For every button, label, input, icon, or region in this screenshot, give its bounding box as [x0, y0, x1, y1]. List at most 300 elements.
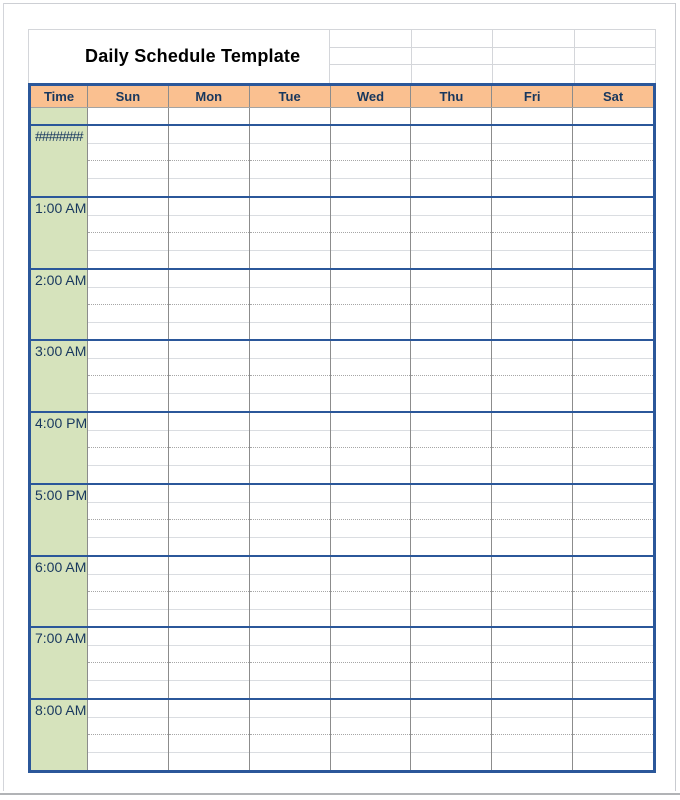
- day-cell: [330, 270, 411, 340]
- grid-line: [88, 465, 168, 466]
- mini-grid-cell: [412, 30, 494, 48]
- day-cell: [87, 341, 168, 411]
- spacer-day-cell: [572, 108, 653, 124]
- grid-line: [411, 322, 491, 323]
- grid-line: [331, 215, 411, 216]
- grid-line: [169, 322, 249, 323]
- header-cell-time: Time: [43, 89, 75, 104]
- grid-line: [573, 287, 653, 288]
- mini-grid-cell: [493, 65, 575, 83]
- grid-line: [411, 537, 491, 538]
- grid-line: [331, 752, 411, 753]
- grid-line: [169, 537, 249, 538]
- header-cell-fri: Fri: [491, 86, 572, 107]
- grid-line: [492, 375, 572, 376]
- day-cell: [410, 126, 491, 196]
- time-block: [31, 124, 653, 196]
- grid-line: [250, 430, 330, 431]
- grid-line: [88, 232, 168, 233]
- day-cell: [410, 341, 491, 411]
- grid-line: [573, 304, 653, 305]
- grid-line: [492, 143, 572, 144]
- grid-line: [250, 537, 330, 538]
- grid-line: [331, 662, 411, 663]
- grid-line: [492, 662, 572, 663]
- grid-line: [331, 502, 411, 503]
- time-cell: [31, 485, 87, 555]
- grid-line: [331, 232, 411, 233]
- day-cell: [572, 628, 653, 698]
- grid-line: [88, 160, 168, 161]
- grid-line: [250, 519, 330, 520]
- grid-line: [492, 680, 572, 681]
- spacer-day-cell: [491, 108, 572, 124]
- grid-line: [169, 752, 249, 753]
- day-cell: [87, 270, 168, 340]
- page-border-right: [675, 3, 676, 791]
- grid-line: [411, 178, 491, 179]
- time-block: [31, 339, 653, 411]
- day-cell: [572, 198, 653, 268]
- day-cell: [572, 485, 653, 555]
- grid-line: [573, 447, 653, 448]
- grid-line: [573, 519, 653, 520]
- day-cell: [168, 413, 249, 483]
- grid-line: [411, 287, 491, 288]
- time-cell: [31, 700, 87, 770]
- grid-line: [250, 502, 330, 503]
- day-cell: [572, 126, 653, 196]
- grid-line: [169, 717, 249, 718]
- grid-line: [411, 358, 491, 359]
- grid-line: [88, 393, 168, 394]
- grid-line: [411, 430, 491, 431]
- spacer-day-cell: [168, 108, 249, 124]
- grid-line: [250, 143, 330, 144]
- grid-line: [573, 465, 653, 466]
- grid-line: [331, 375, 411, 376]
- grid-line: [88, 574, 168, 575]
- time-label: #######: [35, 128, 83, 144]
- mini-grid-cell: [575, 48, 657, 66]
- grid-line: [411, 680, 491, 681]
- grid-line: [88, 430, 168, 431]
- grid-line: [169, 178, 249, 179]
- mini-grid-cell: [330, 30, 412, 48]
- day-cell: [249, 198, 330, 268]
- page-border-bottom: [0, 793, 680, 795]
- grid-line: [411, 609, 491, 610]
- grid-line: [88, 215, 168, 216]
- grid-line: [250, 447, 330, 448]
- grid-line: [492, 752, 572, 753]
- grid-line: [492, 519, 572, 520]
- grid-line: [411, 232, 491, 233]
- grid-line: [411, 143, 491, 144]
- grid-line: [331, 447, 411, 448]
- grid-line: [88, 447, 168, 448]
- day-cell: [572, 270, 653, 340]
- title-box: [28, 29, 330, 83]
- grid-line: [250, 645, 330, 646]
- time-block: [31, 411, 653, 483]
- day-cell: [330, 341, 411, 411]
- grid-line: [492, 322, 572, 323]
- day-cell: [491, 413, 572, 483]
- day-cell: [168, 198, 249, 268]
- spacer-day-cell: [410, 108, 491, 124]
- spacer-day-cell: [87, 108, 168, 124]
- grid-line: [573, 215, 653, 216]
- day-cell: [330, 700, 411, 770]
- grid-line: [331, 287, 411, 288]
- grid-line: [331, 322, 411, 323]
- time-block: [31, 196, 653, 268]
- grid-line: [492, 717, 572, 718]
- grid-line: [88, 358, 168, 359]
- grid-line: [331, 160, 411, 161]
- grid-line: [250, 717, 330, 718]
- grid-line: [250, 160, 330, 161]
- grid-line: [573, 250, 653, 251]
- grid-line: [331, 143, 411, 144]
- spacer-time-cell: [31, 108, 87, 124]
- grid-line: [492, 232, 572, 233]
- time-block: [31, 698, 653, 770]
- grid-line: [331, 304, 411, 305]
- grid-line: [331, 591, 411, 592]
- spacer-row: [31, 108, 653, 124]
- header-cell-sat: Sat: [572, 86, 653, 107]
- grid-line: [573, 662, 653, 663]
- grid-line: [250, 609, 330, 610]
- grid-line: [88, 734, 168, 735]
- grid-line: [250, 680, 330, 681]
- day-cell: [168, 485, 249, 555]
- grid-line: [169, 143, 249, 144]
- day-cell: [87, 700, 168, 770]
- grid-line: [331, 734, 411, 735]
- grid-line: [88, 537, 168, 538]
- day-cell: [330, 557, 411, 627]
- grid-line: [169, 645, 249, 646]
- grid-line: [250, 178, 330, 179]
- time-label: 2:00 AM: [35, 271, 87, 288]
- grid-line: [88, 609, 168, 610]
- grid-line: [88, 322, 168, 323]
- grid-line: [169, 609, 249, 610]
- grid-line: [331, 680, 411, 681]
- grid-line: [573, 375, 653, 376]
- grid-line: [169, 574, 249, 575]
- grid-line: [411, 447, 491, 448]
- day-cell: [491, 198, 572, 268]
- grid-line: [250, 591, 330, 592]
- grid-line: [169, 430, 249, 431]
- grid-line: [169, 232, 249, 233]
- grid-line: [169, 465, 249, 466]
- day-cell: [491, 557, 572, 627]
- day-cell: [410, 628, 491, 698]
- grid-line: [88, 591, 168, 592]
- grid-line: [573, 232, 653, 233]
- grid-line: [573, 645, 653, 646]
- grid-line: [573, 591, 653, 592]
- grid-line: [331, 358, 411, 359]
- day-cell: [87, 485, 168, 555]
- grid-line: [169, 358, 249, 359]
- day-cell: [491, 341, 572, 411]
- grid-line: [250, 232, 330, 233]
- day-cell: [249, 270, 330, 340]
- page-title: Daily Schedule Template: [85, 46, 301, 66]
- mini-grid-cell: [575, 65, 657, 83]
- grid-line: [88, 752, 168, 753]
- time-block: [31, 268, 653, 340]
- grid-line: [250, 358, 330, 359]
- day-cell: [249, 341, 330, 411]
- grid-line: [88, 375, 168, 376]
- grid-line: [169, 287, 249, 288]
- grid-line: [250, 322, 330, 323]
- grid-line: [250, 393, 330, 394]
- grid-line: [573, 717, 653, 718]
- grid-line: [411, 502, 491, 503]
- grid-line: [88, 502, 168, 503]
- grid-line: [411, 574, 491, 575]
- grid-line: [331, 393, 411, 394]
- day-cell: [168, 557, 249, 627]
- grid-line: [573, 537, 653, 538]
- grid-line: [492, 250, 572, 251]
- day-cell: [410, 700, 491, 770]
- grid-line: [250, 304, 330, 305]
- grid-line: [331, 717, 411, 718]
- day-cell: [410, 485, 491, 555]
- grid-line: [250, 574, 330, 575]
- time-cell: [31, 628, 87, 698]
- schedule-table: [28, 83, 656, 773]
- grid-line: [411, 734, 491, 735]
- grid-line: [492, 304, 572, 305]
- day-cell: [330, 413, 411, 483]
- grid-line: [169, 680, 249, 681]
- day-cell: [87, 413, 168, 483]
- mini-grid-cell: [330, 48, 412, 66]
- day-cell: [87, 198, 168, 268]
- grid-line: [411, 519, 491, 520]
- grid-line: [411, 250, 491, 251]
- header-cell-mon: Mon: [168, 86, 249, 107]
- header-cell-wed: Wed: [330, 86, 411, 107]
- grid-line: [411, 215, 491, 216]
- grid-line: [492, 502, 572, 503]
- grid-line: [492, 537, 572, 538]
- grid-line: [250, 752, 330, 753]
- grid-line: [492, 160, 572, 161]
- grid-line: [88, 143, 168, 144]
- day-cell: [249, 126, 330, 196]
- grid-line: [331, 465, 411, 466]
- grid-line: [492, 591, 572, 592]
- mini-grid-cell: [412, 48, 494, 66]
- grid-line: [411, 160, 491, 161]
- grid-line: [169, 304, 249, 305]
- day-cell: [330, 628, 411, 698]
- grid-line: [250, 375, 330, 376]
- spacer-day-cell: [249, 108, 330, 124]
- time-label: 6:00 AM: [35, 558, 87, 575]
- grid-line: [169, 447, 249, 448]
- grid-line: [573, 160, 653, 161]
- day-cell: [168, 270, 249, 340]
- grid-line: [331, 178, 411, 179]
- day-cell: [572, 557, 653, 627]
- grid-line: [88, 680, 168, 681]
- day-cell: [330, 485, 411, 555]
- header-cell-thu: Thu: [410, 86, 491, 107]
- grid-line: [411, 662, 491, 663]
- grid-line: [492, 358, 572, 359]
- day-cell: [410, 413, 491, 483]
- time-label: 5:00 PM: [35, 486, 87, 503]
- page-border-left: [3, 3, 4, 791]
- grid-line: [492, 609, 572, 610]
- grid-line: [331, 574, 411, 575]
- mini-grid-cell: [330, 65, 412, 83]
- day-cell: [491, 628, 572, 698]
- time-block: [31, 626, 653, 698]
- time-label: 8:00 AM: [35, 702, 87, 719]
- time-block: [31, 555, 653, 627]
- grid-line: [411, 304, 491, 305]
- day-cell: [249, 485, 330, 555]
- spacer-day-cell: [330, 108, 411, 124]
- grid-line: [411, 752, 491, 753]
- day-cell: [491, 126, 572, 196]
- mini-grid-cell: [493, 48, 575, 66]
- day-cell: [168, 126, 249, 196]
- time-cell: [31, 341, 87, 411]
- grid-line: [331, 609, 411, 610]
- grid-line: [169, 502, 249, 503]
- day-cell: [572, 413, 653, 483]
- day-cell: [410, 198, 491, 268]
- time-label: 4:00 PM: [35, 415, 87, 432]
- day-cell: [249, 628, 330, 698]
- grid-line: [169, 215, 249, 216]
- grid-line: [169, 160, 249, 161]
- grid-line: [250, 465, 330, 466]
- grid-line: [331, 645, 411, 646]
- day-cell: [572, 700, 653, 770]
- day-cell: [249, 557, 330, 627]
- mini-grid-cell: [412, 65, 494, 83]
- grid-line: [88, 304, 168, 305]
- grid-line: [492, 447, 572, 448]
- mini-grid-cell: [493, 30, 575, 48]
- day-cell: [168, 700, 249, 770]
- day-cell: [330, 198, 411, 268]
- day-cell: [410, 557, 491, 627]
- time-block: [31, 483, 653, 555]
- time-label: 1:00 AM: [35, 199, 87, 216]
- header-row: [31, 86, 653, 108]
- time-label: 7:00 AM: [35, 630, 87, 647]
- header-cell-sun: Sun: [87, 86, 168, 107]
- grid-line: [169, 393, 249, 394]
- grid-line: [573, 322, 653, 323]
- time-cell: [31, 413, 87, 483]
- day-cell: [249, 413, 330, 483]
- grid-line: [411, 591, 491, 592]
- day-cell: [572, 341, 653, 411]
- header-cell-tue: Tue: [249, 86, 330, 107]
- grid-line: [492, 465, 572, 466]
- grid-line: [411, 717, 491, 718]
- grid-line: [492, 430, 572, 431]
- mini-grid-cell: [575, 30, 657, 48]
- grid-line: [250, 250, 330, 251]
- day-cell: [168, 341, 249, 411]
- grid-line: [331, 537, 411, 538]
- grid-line: [411, 375, 491, 376]
- time-cell: [31, 198, 87, 268]
- grid-line: [573, 734, 653, 735]
- grid-line: [492, 178, 572, 179]
- grid-line: [411, 645, 491, 646]
- grid-line: [331, 430, 411, 431]
- mini-grid: [330, 29, 656, 83]
- grid-line: [573, 358, 653, 359]
- day-cell: [168, 628, 249, 698]
- grid-line: [492, 287, 572, 288]
- grid-line: [88, 645, 168, 646]
- day-cell: [87, 126, 168, 196]
- grid-line: [492, 215, 572, 216]
- day-cell: [491, 270, 572, 340]
- grid-line: [169, 591, 249, 592]
- time-cell: [31, 126, 87, 196]
- grid-line: [573, 680, 653, 681]
- day-cell: [87, 628, 168, 698]
- grid-line: [492, 734, 572, 735]
- grid-line: [573, 502, 653, 503]
- time-cell: [31, 557, 87, 627]
- day-cell: [491, 700, 572, 770]
- grid-line: [331, 519, 411, 520]
- grid-line: [573, 430, 653, 431]
- page-border-top: [3, 3, 676, 4]
- grid-line: [331, 250, 411, 251]
- grid-line: [573, 393, 653, 394]
- grid-line: [169, 734, 249, 735]
- grid-line: [88, 178, 168, 179]
- grid-line: [492, 645, 572, 646]
- grid-line: [573, 178, 653, 179]
- day-cell: [249, 700, 330, 770]
- grid-line: [492, 574, 572, 575]
- day-cell: [491, 485, 572, 555]
- grid-line: [169, 519, 249, 520]
- table-body: [31, 124, 653, 770]
- grid-line: [492, 393, 572, 394]
- grid-line: [250, 734, 330, 735]
- grid-line: [88, 662, 168, 663]
- grid-line: [88, 519, 168, 520]
- grid-line: [250, 662, 330, 663]
- grid-line: [250, 287, 330, 288]
